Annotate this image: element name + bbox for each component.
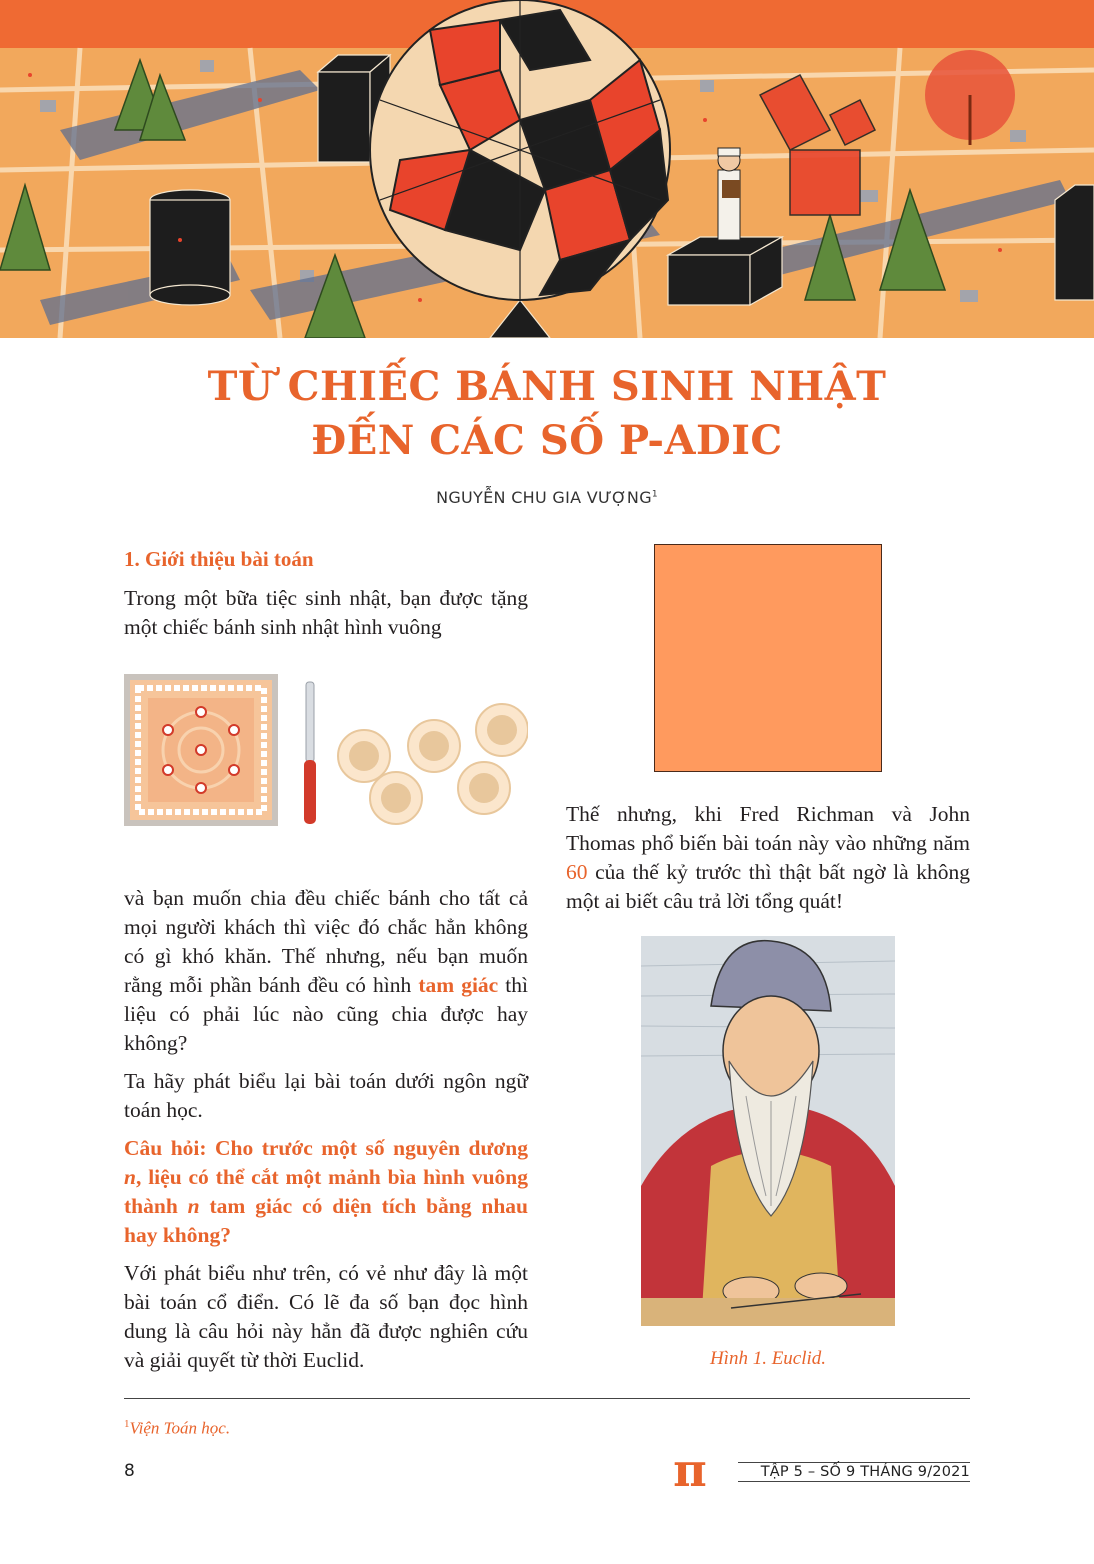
para2-text-a: và bạn muốn chia đều chiếc bánh cho tất cả mọi người khách thì việc đó chắc hẳn không có gì khó khăn. Thế nhưng, nếu bạn muốn rằng mỗi phần bánh đều có hình	[124, 886, 528, 997]
author-byline	[0, 488, 1094, 507]
triangle-highlight: tam giác	[418, 973, 499, 997]
decade-highlight: 60	[566, 860, 588, 884]
right-text-a: Thế nhưng, khi Fred Richman và John Thomas phổ biến bài toán này vào những năm	[566, 802, 970, 855]
issue-label: TẬP 5 – SỐ 9 THÁNG 9/2021	[738, 1462, 970, 1482]
para2-text-b: thì liệu có phải lúc nào cũng chia được hay không?	[124, 973, 529, 1055]
body-paragraph-2	[124, 884, 528, 1058]
title-line-2: ĐẾN CÁC SỐ P-ADIC	[311, 417, 783, 464]
intro-paragraph: Trong một bữa tiệc sinh nhật, bạn được tặng một chiếc bánh sinh nhật hình vuông	[124, 586, 528, 639]
question-text-a: Câu hỏi: Cho trước một số nguyên dương	[124, 1136, 528, 1160]
intro-paragraph-block	[124, 584, 528, 642]
square-cardboard-figure	[654, 544, 882, 772]
footnote	[124, 1418, 230, 1439]
question-variable-n: n	[124, 1165, 136, 1189]
author-name: NGUYỄN CHU GIA VƯỢNG	[436, 488, 652, 507]
header-illustration	[0, 0, 1094, 338]
question-text-b: , liệu có thể cắt một mảnh bìa hình vuông thành	[124, 1165, 528, 1218]
cake-illustration	[124, 672, 528, 828]
right-paragraph	[566, 800, 970, 916]
right-paragraph-block	[566, 800, 970, 916]
caption-text: 1. Euclid.	[747, 1348, 827, 1369]
body-paragraph-3: Ta hãy phát biểu lại bài toán dưới ngôn ngữ toán học.	[124, 1069, 528, 1122]
author-note-mark: 1	[651, 489, 658, 500]
question-variable-n-2: n	[187, 1194, 200, 1218]
question-paragraph	[124, 1134, 528, 1250]
title-line-1: TỪ CHIẾC BÁNH SINH NHẬT	[207, 363, 887, 410]
article-title	[0, 360, 1094, 468]
body-paragraph-4: Với phát biểu như trên, có vẻ như đây là một bài toán cổ điển. Có lẽ đa số bạn đọc hình dung là câu hỏi này hẳn đã được nghiên cứu và giải quyết từ thời Euclid.	[124, 1261, 528, 1372]
footnote-mark: 1	[124, 1418, 130, 1430]
right-text-b: của thế kỷ trước thì thật bất ngờ là không một ai biết câu trả lời tổng quát!	[566, 860, 970, 913]
section-heading: 1. Giới thiệu bài toán	[124, 547, 314, 571]
question-text-c: tam giác có diện tích bằng nhau hay không?	[124, 1194, 528, 1247]
footnote-text: Viện Toán học.	[129, 1418, 231, 1438]
caption-prefix: Hình	[709, 1348, 748, 1369]
page-number: 8	[124, 1461, 135, 1481]
section-heading-block	[124, 547, 528, 572]
footnote-divider	[124, 1398, 970, 1399]
pi-logo-glyph: π	[673, 1448, 707, 1490]
pi-logo-icon	[666, 1448, 714, 1490]
euclid-portrait	[641, 936, 895, 1326]
figure-caption	[566, 1348, 970, 1370]
body-paragraph-block	[124, 884, 528, 1375]
